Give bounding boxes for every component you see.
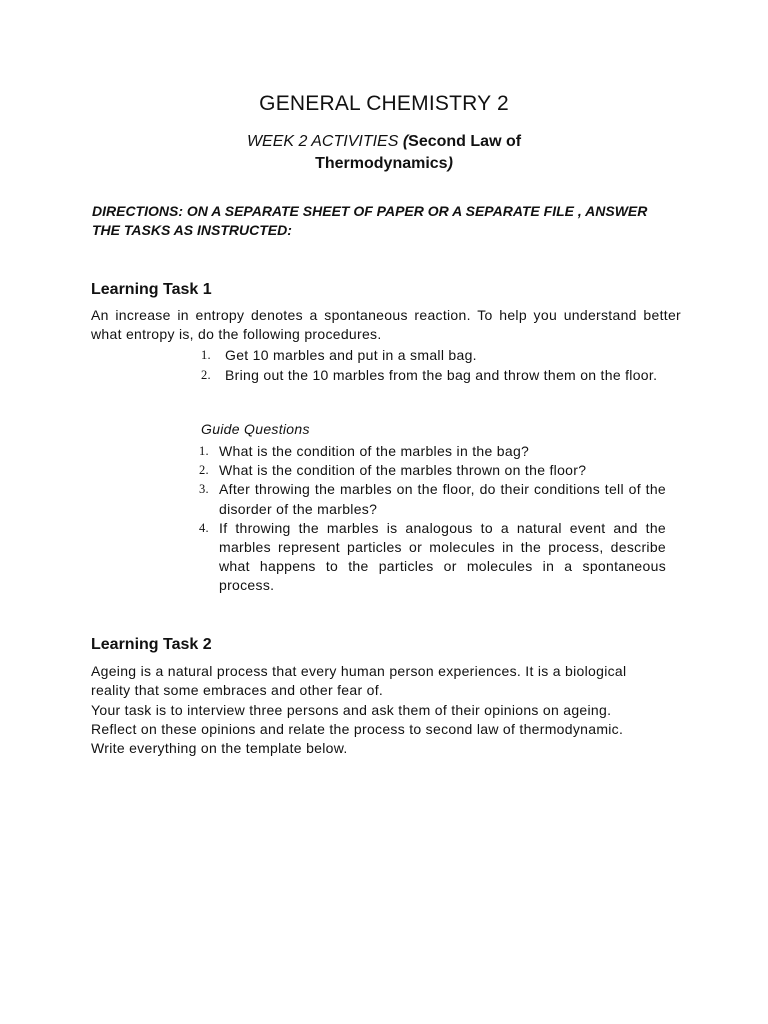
question-text: If throwing the marbles is analogous to a natural event and the marbles represent particles or molecules in the process, describe what happens to the particles or molecules in a spontaneous process. [219,519,666,594]
list-number: 3. [199,482,209,497]
procedure-text: Bring out the 10 marbles from the bag and throw them on the floor. [225,367,658,383]
list-item [201,347,681,364]
list-number: 2. [199,463,209,478]
procedure-list [201,347,681,384]
question-text: What is the condition of the marbles in the bag? [219,443,530,459]
procedure-text: Get 10 marbles and put in a small bag. [225,347,477,363]
subtitle-open-paren: ( [398,133,409,150]
question-text: After throwing the marbles on the floor, do their conditions tell of the disorder of the marbles? [219,481,666,517]
list-item [199,461,666,480]
subtitle-week-label: WEEK 2 ACTIVITIES [246,133,399,150]
document-subtitle [0,131,768,175]
list-number: 1. [201,348,211,362]
list-number: 4. [199,520,209,535]
subtitle-topic-line1: Second Law of [408,133,522,150]
list-item [199,519,666,596]
list-item [199,480,666,518]
task1-heading: Learning Task 1 [91,281,212,298]
question-text: What is the condition of the marbles thrown on the floor? [219,462,587,479]
list-item [201,367,681,384]
guide-questions-label: Guide Questions [201,421,310,437]
list-item [199,442,666,461]
task2-paragraph-1: Ageing is a natural process that every human person experiences. It is a biological reality that some embraces and other fear of. [91,663,627,698]
guide-questions-list [199,442,666,596]
subtitle-topic-line2: Thermodynamics [315,155,448,172]
directions-text: DIRECTIONS: ON A SEPARATE SHEET OF PAPER OR A SEPARATE FILE , ANSWER THE TASKS AS INSTRUCTED: [92,203,648,238]
task2-paragraph-2: Your task is to interview three persons and ask them of their opinions on ageing. Reflect on these opinions and relate the process to second law of thermodynamic. Write everything on the template below. [91,702,624,756]
list-number: 1. [199,444,209,458]
list-number: 2. [201,368,211,382]
document-title: GENERAL CHEMISTRY 2 [259,92,509,115]
subtitle-close-paren: ) [447,155,453,172]
task2-heading: Learning Task 2 [91,636,212,653]
task1-intro: An increase in entropy denotes a spontaneous reaction. To help you understand better what entropy is, do the following procedures. [91,307,681,342]
